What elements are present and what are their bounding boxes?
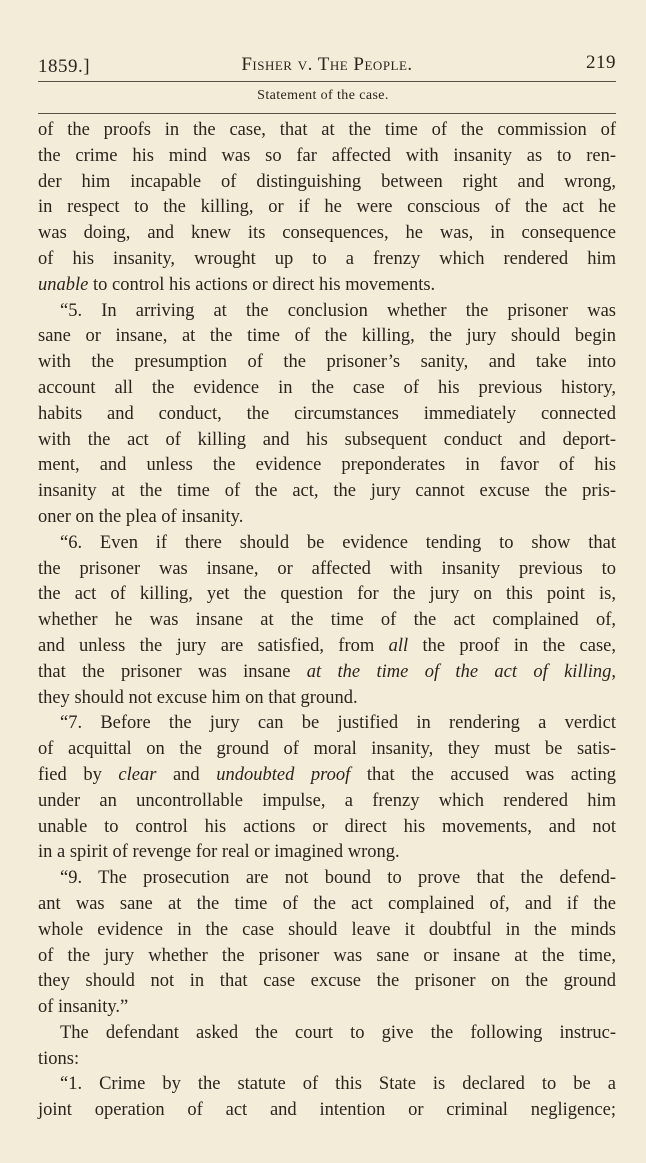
text-segment: the act of killing, yet the question for the jury on this point is, [38, 584, 616, 605]
text-line [38, 557, 616, 583]
text-segment: of acquittal on the ground of moral insanity, they must be satis- [38, 739, 616, 760]
text-line [38, 453, 616, 479]
text-line [38, 531, 616, 557]
text-segment: “9. The prosecution are not bound to prove that the defend- [60, 868, 616, 889]
text-segment: was doing, and knew its consequences, he was, in consequence [38, 223, 616, 244]
text-segment: der him incapable of distinguishing between right and wrong, [38, 171, 616, 192]
text-line [38, 918, 616, 944]
text-segment: under an uncontrollable impulse, a frenzy which rendered him [38, 790, 616, 811]
text-line [38, 428, 616, 454]
text-line [38, 1072, 616, 1098]
text-line [38, 969, 616, 995]
text-line [38, 1098, 616, 1124]
text-line [38, 634, 616, 660]
text-segment: oner on the plea of insanity. [38, 506, 244, 527]
header-rule [38, 81, 616, 82]
page-number: 219 [586, 52, 616, 73]
text-line [38, 350, 616, 376]
text-line [38, 892, 616, 918]
running-head [38, 52, 616, 82]
text-line [38, 686, 616, 712]
text-segment: fied by [38, 764, 119, 785]
text-line [38, 995, 616, 1021]
statement-rule [38, 113, 616, 114]
text-line [38, 815, 616, 841]
text-segment: The defendant asked the court to give the following instruc- [60, 1022, 616, 1043]
text-segment: of the jury whether the prisoner was sane or insane at the time, [38, 945, 616, 966]
text-line [38, 247, 616, 273]
text-line [38, 1021, 616, 1047]
text-line [38, 763, 616, 789]
text-segment: whole evidence in the case should leave it doubtful in the minds [38, 919, 616, 940]
text-line [38, 660, 616, 686]
text-line [38, 505, 616, 531]
text-segment: “7. Before the jury can be justified in rendering a verdict [60, 713, 616, 734]
text-segment: “1. Crime by the statute of this State is declared to be a [60, 1074, 616, 1095]
italic-text: unable [38, 274, 89, 295]
body-text [38, 118, 616, 1124]
text-line [38, 376, 616, 402]
text-segment: ment, and unless the evidence preponderates in favor of his [38, 455, 616, 476]
text-segment: the crime his mind was so far affected with insanity as to ren- [38, 145, 616, 166]
text-segment: sane or insane, at the time of the killing, the jury should begin [38, 326, 616, 347]
text-segment: habits and conduct, the circumstances immediately connected [38, 403, 616, 424]
text-segment: the prisoner was insane, or affected with insanity previous to [38, 558, 616, 579]
text-segment: ant was sane at the time of the act complained of, and if the [38, 893, 616, 914]
text-segment: they should not excuse him on that ground. [38, 687, 358, 708]
statement-caption: Statement of the case. [257, 88, 389, 103]
text-line [38, 737, 616, 763]
text-line [38, 299, 616, 325]
text-segment: whether he was insane at the time of the act complained of, [38, 610, 616, 631]
text-line [38, 608, 616, 634]
text-line [38, 582, 616, 608]
text-line [38, 221, 616, 247]
text-line [38, 944, 616, 970]
text-segment: unable to control his actions or direct his movements, and not [38, 816, 616, 837]
text-line [38, 144, 616, 170]
text-segment: insanity at the time of the act, the jury cannot excuse the pris- [38, 481, 616, 502]
text-segment: of insanity.” [38, 997, 129, 1018]
text-line [38, 273, 616, 299]
italic-text: undoubted proof [216, 764, 351, 785]
text-line [38, 711, 616, 737]
text-segment: account all the evidence in the case of his previous history, [38, 377, 616, 398]
text-segment: and [156, 764, 217, 785]
text-segment: tions: [38, 1048, 80, 1069]
text-segment: of his insanity, wrought up to a frenzy which rendered him [38, 248, 616, 269]
text-segment: that the accused was acting [350, 764, 616, 785]
text-segment: of the proofs in the case, that at the time of the commission of [38, 120, 616, 140]
text-line [38, 840, 616, 866]
text-segment: in a spirit of revenge for real or imagined wrong. [38, 842, 400, 863]
header-title: Fisher v. The People. [241, 54, 413, 75]
text-line [38, 1047, 616, 1073]
text-line [38, 324, 616, 350]
text-segment: that the prisoner was insane [38, 661, 307, 682]
text-segment: the proof in the case, [408, 635, 616, 656]
text-segment: with the presumption of the prisoner’s sanity, and take into [38, 352, 616, 373]
text-segment: and unless the jury are satisfied, from [38, 635, 389, 656]
text-segment: “6. Even if there should be evidence tending to show that [60, 532, 616, 553]
text-line [38, 402, 616, 428]
text-line [38, 479, 616, 505]
text-segment: , [611, 661, 616, 682]
text-segment: they should not in that case excuse the prisoner on the ground [38, 971, 616, 992]
text-segment: joint operation of act and intention or criminal negligence; [38, 1100, 616, 1121]
italic-text: at the time of the act of killing [306, 661, 612, 682]
text-line [38, 789, 616, 815]
text-line [38, 195, 616, 221]
text-line [38, 170, 616, 196]
header-year: 1859.] [38, 56, 91, 77]
text-line [38, 866, 616, 892]
text-segment: with the act of killing and his subsequent conduct and deport- [38, 429, 616, 450]
italic-text: clear [118, 764, 157, 785]
italic-text: all [388, 635, 409, 656]
text-line [38, 118, 616, 144]
text-segment: in respect to the killing, or if he were conscious of the act he [38, 197, 616, 218]
text-segment: to control his actions or direct his movements. [88, 274, 436, 295]
text-segment: “5. In arriving at the conclusion whether the prisoner was [60, 300, 616, 321]
